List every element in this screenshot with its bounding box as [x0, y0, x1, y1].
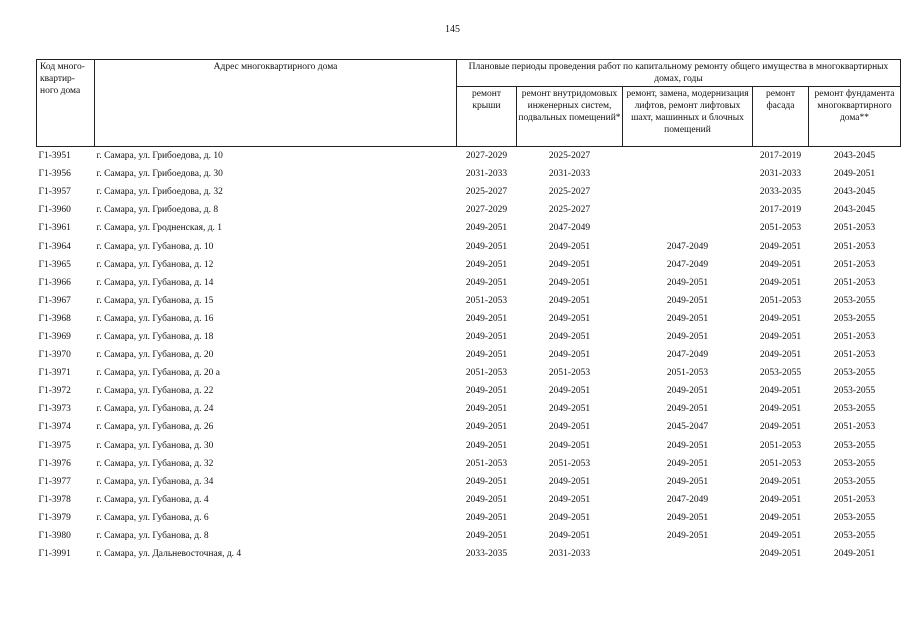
cell-facade: 2017-2019 [759, 151, 802, 162]
cell-code: Г1-3960 [38, 205, 71, 216]
cell-facade: 2033-2035 [759, 187, 802, 198]
cell-systems: 2051-2053 [548, 458, 591, 469]
cell-roof: 2051-2053 [465, 368, 508, 379]
cell-roof: 2049-2051 [465, 404, 508, 415]
cell-systems: 2049-2051 [548, 494, 591, 505]
cell-systems: 2049-2051 [548, 512, 591, 523]
cell-code: Г1-3975 [38, 440, 71, 451]
cell-systems: 2049-2051 [548, 440, 591, 451]
cell-facade: 2049-2051 [759, 350, 802, 361]
cell-roof: 2049-2051 [465, 277, 508, 288]
cell-foundation: 2051-2053 [833, 259, 876, 270]
table-row [37, 219, 901, 237]
cell-roof: 2027-2029 [465, 205, 508, 216]
cell-systems: 2049-2051 [548, 313, 591, 324]
cell-address: г. Самара, ул. Губанова, д. 32 [96, 458, 214, 469]
cell-address: г. Самара, ул. Губанова, д. 18 [96, 331, 214, 342]
cell-facade: 2049-2051 [759, 422, 802, 433]
table-row [37, 491, 901, 509]
cell-systems: 2049-2051 [548, 331, 591, 342]
cell-systems: 2051-2053 [548, 368, 591, 379]
header-foundation: ремонт фундамента многоквартирного дома** [809, 87, 901, 147]
cell-roof: 2049-2051 [465, 223, 508, 234]
cell-foundation: 2053-2055 [833, 404, 876, 415]
table-row [37, 201, 901, 219]
table-row [37, 328, 901, 346]
cell-elevators: 2049-2051 [666, 476, 709, 487]
cell-foundation: 2043-2045 [833, 151, 876, 162]
cell-elevators: 2049-2051 [666, 295, 709, 306]
cell-facade: 2049-2051 [759, 259, 802, 270]
cell-facade: 2049-2051 [759, 494, 802, 505]
cell-systems: 2031-2033 [548, 169, 591, 180]
cell-systems: 2025-2027 [548, 187, 591, 198]
cell-systems: 2049-2051 [548, 422, 591, 433]
cell-foundation: 2051-2053 [833, 241, 876, 252]
table-row [37, 147, 901, 166]
cell-code: Г1-3976 [38, 458, 71, 469]
cell-roof: 2049-2051 [465, 531, 508, 542]
header-code: Код много-квартир-ного дома [37, 60, 95, 147]
cell-elevators [623, 147, 753, 166]
cell-elevators: 2049-2051 [666, 331, 709, 342]
cell-systems: 2049-2051 [548, 531, 591, 542]
cell-code: Г1-3965 [38, 259, 71, 270]
cell-foundation: 2049-2051 [833, 169, 876, 180]
cell-address: г. Самара, ул. Гродненская, д. 1 [96, 223, 223, 234]
cell-code: Г1-3970 [38, 350, 71, 361]
cell-code: Г1-3973 [38, 404, 71, 415]
table-row [37, 509, 901, 527]
cell-facade: 2017-2019 [759, 205, 802, 216]
table-row [37, 364, 901, 382]
cell-systems: 2049-2051 [548, 404, 591, 415]
cell-roof: 2033-2035 [465, 549, 508, 560]
cell-foundation: 2051-2053 [833, 494, 876, 505]
cell-foundation: 2043-2045 [833, 205, 876, 216]
cell-elevators: 2049-2051 [666, 313, 709, 324]
cell-facade: 2049-2051 [759, 241, 802, 252]
cell-roof: 2031-2033 [465, 169, 508, 180]
header-systems: ремонт внутридомовых инженерных систем, подвальных помещений* [517, 87, 623, 147]
cell-foundation: 2053-2055 [833, 440, 876, 451]
cell-elevators [623, 545, 753, 563]
cell-elevators: 2049-2051 [666, 386, 709, 397]
cell-code: Г1-3991 [38, 549, 71, 560]
cell-systems: 2049-2051 [548, 241, 591, 252]
cell-code: Г1-3967 [38, 295, 71, 306]
table-row [37, 274, 901, 292]
cell-facade: 2049-2051 [759, 277, 802, 288]
header-facade: ремонт фасада [753, 87, 809, 147]
cell-facade: 2049-2051 [759, 531, 802, 542]
cell-foundation: 2051-2053 [833, 331, 876, 342]
cell-elevators: 2047-2049 [666, 241, 709, 252]
cell-address: г. Самара, ул. Губанова, д. 16 [96, 313, 214, 324]
cell-systems: 2049-2051 [548, 295, 591, 306]
cell-systems: 2025-2027 [548, 151, 591, 162]
cell-roof: 2049-2051 [465, 331, 508, 342]
table-header [37, 60, 901, 147]
cell-facade: 2049-2051 [759, 386, 802, 397]
table-row [37, 256, 901, 274]
cell-address: г. Самара, ул. Губанова, д. 10 [96, 241, 214, 252]
cell-foundation: 2053-2055 [833, 386, 876, 397]
table-row [37, 310, 901, 328]
cell-roof: 2051-2053 [465, 295, 508, 306]
table-row [37, 418, 901, 436]
header-periods-group: Плановые периоды проведения работ по капитальному ремонту общего имущества в многоквартирных домах, годы [457, 60, 901, 87]
table-row [37, 183, 901, 201]
cell-roof: 2049-2051 [465, 422, 508, 433]
cell-foundation: 2053-2055 [833, 531, 876, 542]
cell-facade: 2051-2053 [759, 223, 802, 234]
cell-elevators: 2049-2051 [666, 277, 709, 288]
cell-roof: 2049-2051 [465, 350, 508, 361]
cell-address: г. Самара, ул. Губанова, д. 6 [96, 512, 209, 523]
cell-address: г. Самара, ул. Губанова, д. 20 а [96, 368, 220, 379]
cell-elevators [623, 219, 753, 237]
cell-roof: 2049-2051 [465, 512, 508, 523]
cell-foundation: 2051-2053 [833, 223, 876, 234]
cell-address: г. Самара, ул. Грибоедова, д. 30 [96, 169, 223, 180]
cell-address: г. Самара, ул. Губанова, д. 12 [96, 259, 214, 270]
cell-address: г. Самара, ул. Губанова, д. 4 [96, 494, 209, 505]
cell-systems: 2031-2033 [548, 549, 591, 560]
cell-systems: 2049-2051 [548, 476, 591, 487]
cell-elevators [623, 165, 753, 183]
cell-code: Г1-3964 [38, 241, 71, 252]
page-number: 145 [445, 24, 460, 35]
cell-facade: 2051-2053 [759, 458, 802, 469]
table-row [37, 346, 901, 364]
cell-code: Г1-3951 [38, 151, 71, 162]
cell-roof: 2027-2029 [465, 151, 508, 162]
table-row [37, 382, 901, 400]
cell-systems: 2049-2051 [548, 277, 591, 288]
cell-code: Г1-3977 [38, 476, 71, 487]
cell-roof: 2049-2051 [465, 386, 508, 397]
table-row [37, 165, 901, 183]
header-address: Адрес многоквартирного дома [95, 60, 457, 147]
cell-roof: 2051-2053 [465, 458, 508, 469]
cell-code: Г1-3969 [38, 331, 71, 342]
cell-facade: 2053-2055 [759, 368, 802, 379]
cell-systems: 2049-2051 [548, 386, 591, 397]
cell-address: г. Самара, ул. Губанова, д. 34 [96, 476, 214, 487]
cell-facade: 2049-2051 [759, 313, 802, 324]
table-row [37, 292, 901, 310]
header-elevators: ремонт, замена, модернизация лифтов, ремонт лифтовых шахт, машинных и блочных помещений [623, 87, 753, 147]
cell-elevators: 2047-2049 [666, 259, 709, 270]
cell-address: г. Самара, ул. Губанова, д. 26 [96, 422, 214, 433]
cell-address: г. Самара, ул. Грибоедова, д. 32 [96, 187, 223, 198]
cell-code: Г1-3979 [38, 512, 71, 523]
cell-address: г. Самара, ул. Губанова, д. 20 [96, 350, 214, 361]
cell-foundation: 2049-2051 [833, 549, 876, 560]
cell-address: г. Самара, ул. Губанова, д. 22 [96, 386, 214, 397]
cell-systems: 2047-2049 [548, 223, 591, 234]
cell-foundation: 2051-2053 [833, 422, 876, 433]
cell-foundation: 2053-2055 [833, 476, 876, 487]
cell-elevators: 2049-2051 [666, 531, 709, 542]
cell-code: Г1-3980 [38, 531, 71, 542]
cell-code: Г1-3971 [38, 368, 71, 379]
cell-roof: 2049-2051 [465, 259, 508, 270]
table-row [37, 473, 901, 491]
cell-elevators: 2051-2053 [666, 368, 709, 379]
cell-elevators: 2049-2051 [666, 404, 709, 415]
cell-roof: 2049-2051 [465, 494, 508, 505]
cell-address: г. Самара, ул. Губанова, д. 15 [96, 295, 214, 306]
cell-elevators [623, 201, 753, 219]
cell-address: г. Самара, ул. Губанова, д. 30 [96, 440, 214, 451]
cell-elevators: 2049-2051 [666, 458, 709, 469]
table-row [37, 455, 901, 473]
cell-facade: 2049-2051 [759, 404, 802, 415]
cell-code: Г1-3956 [38, 169, 71, 180]
cell-code: Г1-3974 [38, 422, 71, 433]
table-body [37, 147, 901, 564]
repair-schedule-table [36, 59, 901, 563]
cell-code: Г1-3966 [38, 277, 71, 288]
cell-code: Г1-3968 [38, 313, 71, 324]
cell-address: г. Самара, ул. Грибоедова, д. 10 [96, 151, 223, 162]
header-row-group [37, 60, 901, 87]
cell-roof: 2049-2051 [465, 313, 508, 324]
cell-code: Г1-3972 [38, 386, 71, 397]
table-row [37, 527, 901, 545]
cell-systems: 2025-2027 [548, 205, 591, 216]
cell-facade: 2049-2051 [759, 476, 802, 487]
cell-facade: 2051-2053 [759, 295, 802, 306]
cell-elevators: 2049-2051 [666, 512, 709, 523]
cell-systems: 2049-2051 [548, 259, 591, 270]
cell-facade: 2051-2053 [759, 440, 802, 451]
cell-foundation: 2053-2055 [833, 313, 876, 324]
cell-facade: 2049-2051 [759, 512, 802, 523]
cell-code: Г1-3961 [38, 223, 71, 234]
cell-code: Г1-3978 [38, 494, 71, 505]
table-row [37, 237, 901, 255]
cell-address: г. Самара, ул. Дальневосточная, д. 4 [96, 549, 242, 560]
cell-elevators: 2047-2049 [666, 350, 709, 361]
cell-systems: 2049-2051 [548, 350, 591, 361]
table-row [37, 545, 901, 563]
cell-foundation: 2053-2055 [833, 295, 876, 306]
cell-roof: 2049-2051 [465, 476, 508, 487]
cell-roof: 2049-2051 [465, 440, 508, 451]
cell-foundation: 2043-2045 [833, 187, 876, 198]
cell-roof: 2049-2051 [465, 241, 508, 252]
cell-address: г. Самара, ул. Грибоедова, д. 8 [96, 205, 219, 216]
cell-elevators: 2047-2049 [666, 494, 709, 505]
cell-foundation: 2051-2053 [833, 277, 876, 288]
cell-roof: 2025-2027 [465, 187, 508, 198]
table-row [37, 437, 901, 455]
cell-facade: 2049-2051 [759, 331, 802, 342]
cell-elevators: 2049-2051 [666, 440, 709, 451]
header-roof: ремонт крыши [457, 87, 517, 147]
cell-address: г. Самара, ул. Губанова, д. 8 [96, 531, 209, 542]
cell-foundation: 2053-2055 [833, 458, 876, 469]
cell-foundation: 2053-2055 [833, 368, 876, 379]
cell-facade: 2049-2051 [759, 549, 802, 560]
cell-foundation: 2051-2053 [833, 350, 876, 361]
cell-address: г. Самара, ул. Губанова, д. 14 [96, 277, 214, 288]
cell-facade: 2031-2033 [759, 169, 802, 180]
cell-foundation: 2053-2055 [833, 512, 876, 523]
cell-elevators: 2045-2047 [666, 422, 709, 433]
cell-address: г. Самара, ул. Губанова, д. 24 [96, 404, 214, 415]
table-row [37, 400, 901, 418]
cell-code: Г1-3957 [38, 187, 71, 198]
cell-elevators [623, 183, 753, 201]
